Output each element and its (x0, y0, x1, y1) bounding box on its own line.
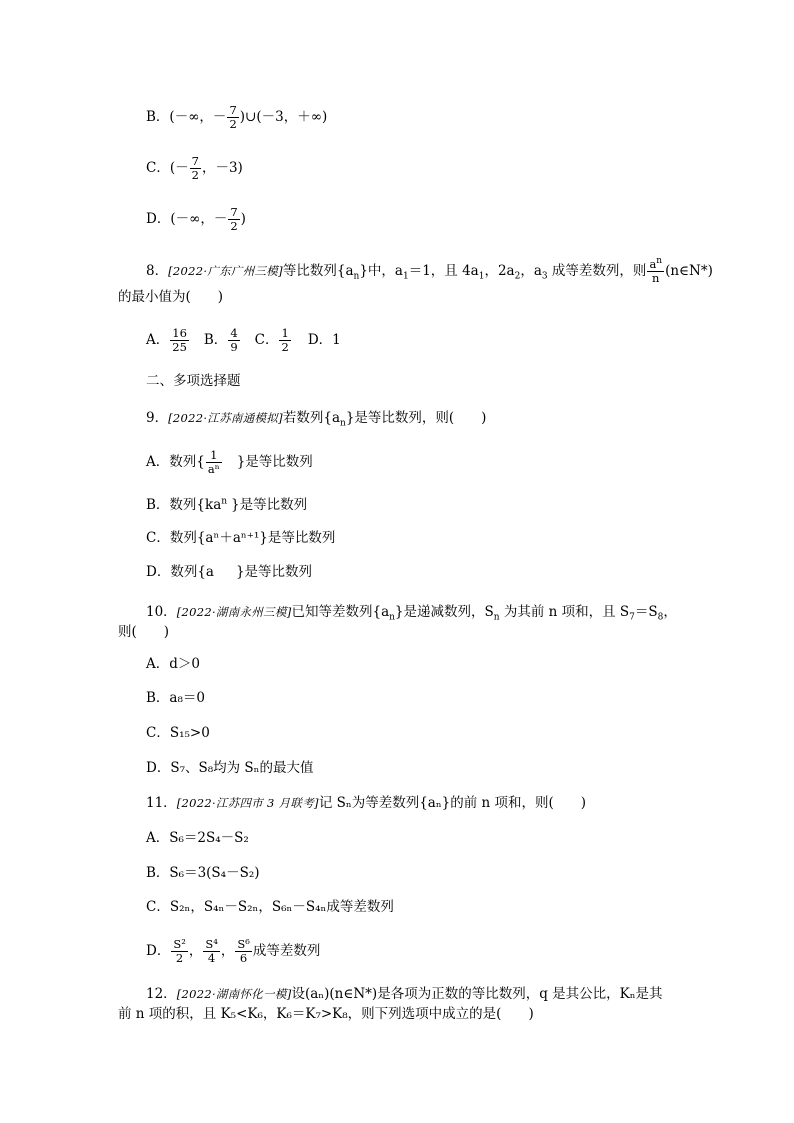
fraction: $\frac{1}{2}$ (281, 326, 289, 354)
q9-option-b: B．数列{$ka^n$ }是等比数列 (146, 496, 308, 513)
q9-option-c: C．数列{aⁿ＋aⁿ⁺¹}是等比数列 (146, 530, 336, 546)
fraction: $\frac{7}{2}$ (191, 154, 199, 182)
q11-option-c: C．S₂ₙ，S₄ₙ－S₂ₙ，S₆ₙ－S₄ₙ成等差数列 (146, 899, 394, 915)
section-title: 二、多项选择题 (146, 373, 241, 389)
q10-stem: 10．[2022·湖南永州三模]已知等差数列$\{a_n\}$是递减数列，$S_n$ 为其前 n 项和，且 $S_7=S_8$， (146, 604, 677, 623)
q7-option-d: D．(－∞，－ $\frac{7}{2}$ ) (146, 205, 246, 233)
fraction: $\frac{7}{2}$ (230, 205, 238, 233)
fraction: $\frac{16}{25}$ (172, 326, 187, 354)
q8-options: A． $\frac{16}{25}$ B． $\frac{4}{9}$ C． $\frac{1}{2}$ D．1 (146, 326, 341, 354)
fraction: $\frac{4}{9}$ (230, 326, 238, 354)
q11-option-b: B．S₆＝3(S₄－S₂) (146, 865, 260, 881)
q10-stem-line2: 则( ) (118, 624, 170, 640)
fraction: $\frac{\text{S⁶}}{6}$ (237, 937, 250, 965)
q7-option-b: B．(－∞，－ $\frac{7}{2}$ )∪(－3，＋∞) (146, 103, 328, 131)
q9-option-d: D．数列{a }是等比数列 (146, 564, 313, 580)
q9-option-a: A．数列{ $\frac{1}{\text{aⁿ}}$ }是等比数列 (146, 448, 313, 476)
q11-option-d: D． $\frac{\text{S²}}{2}$ ， $\frac{\text{S⁴}}{4}$ ， $\frac{\text{S⁶}}{6}$ 成等差数列 (146, 937, 321, 965)
q9-stem: 9．[2022·江苏南通模拟]若数列$\{a_n\}$是等比数列，则( ) (146, 410, 487, 429)
q12-stem-line2: 前 n 项的积，且 K₅<K₆，K₆＝K₇>K₈，则下列选项中成立的是( ) (118, 1006, 534, 1022)
q8-stem-line2: 的最小值为( ) (118, 289, 224, 305)
fraction: $\frac{7}{2}$ (229, 103, 237, 131)
q11-option-a: A．S₆＝2S₄－S₂ (146, 830, 249, 846)
q10-option-a: A．d＞0 (146, 656, 200, 672)
fraction: $\frac{\text{S²}}{2}$ (173, 937, 186, 965)
q7-option-c: C．(－ $\frac{7}{2}$ ，－3) (146, 154, 243, 182)
fraction: $\frac{a^n}{n}$ (649, 256, 663, 285)
q10-option-b: B．a₈＝0 (146, 690, 205, 706)
q10-option-c: C．S₁₅>0 (146, 725, 210, 741)
q11-stem: 11．[2022·江苏四市 3 月联考]记 Sₙ为等差数列{aₙ}的前 n 项和，则( ) (146, 795, 587, 811)
q12-stem: 12．[2022·湖南怀化一模]设(aₙ)(n∈N*)是各项为正数的等比数列，q 是其公比，Kₙ是其 (146, 986, 663, 1002)
fraction: $\frac{1}{\text{aⁿ}}$ (207, 448, 220, 476)
fraction: $\frac{\text{S⁴}}{4}$ (205, 937, 218, 965)
q10-option-d: D．S₇、S₈均为 Sₙ的最大值 (146, 760, 314, 776)
q8-stem: 8．[2022·广东广州三模]等比数列$\{a_n\}$中，$a_1=1$，且 $4a_1$，$2a_2$，$a_3$ 成等差数列，则 $\frac{a^n}{n}$ (n∈N*) (146, 256, 713, 285)
